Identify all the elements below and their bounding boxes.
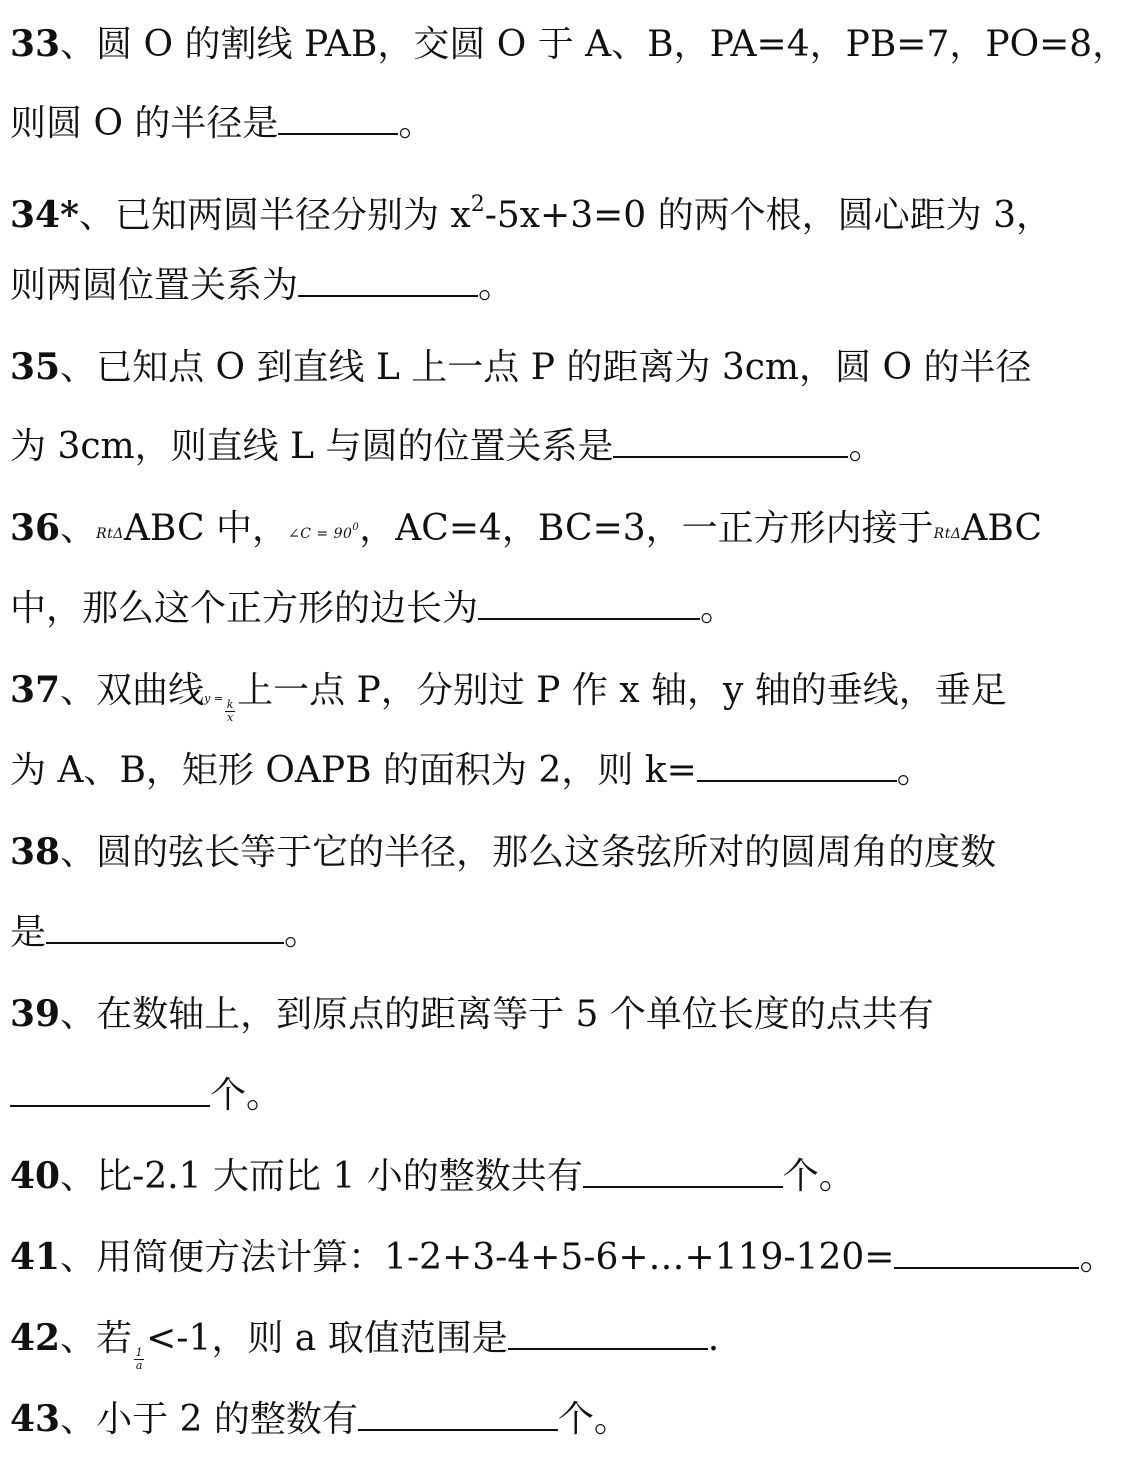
question-text: ABC 中， xyxy=(123,508,289,549)
answer-blank[interactable] xyxy=(508,1310,708,1350)
fraction-denominator: a xyxy=(135,1359,143,1372)
question-text: 上一点 P，分别过 P 作 x 轴，y 轴的垂线，垂足 xyxy=(237,670,1007,711)
question-text: 、已知点 O 到直线 L 上一点 P 的距离为 3cm，圆 O 的半径 xyxy=(60,347,1032,388)
right-triangle-symbol: RtΔ xyxy=(96,526,124,542)
angle-expression: ∠C = 90 xyxy=(288,526,353,542)
question-43-line-1 xyxy=(10,1389,1074,1449)
question-text: 、已知两圆半径分别为 x xyxy=(78,195,471,236)
question-text: 是 xyxy=(10,912,47,953)
question-text: 则两圆位置关系为 xyxy=(10,265,299,306)
question-text: 、 xyxy=(60,508,97,549)
question-38-line-1 xyxy=(10,822,1074,882)
question-text: 、双曲线 xyxy=(60,670,205,711)
question-number: 36 xyxy=(10,507,61,549)
answer-blank[interactable] xyxy=(613,418,848,458)
fraction-denominator: x xyxy=(226,711,234,724)
question-text: 、在数轴上，到原点的距离等于 5 个单位长度的点共有 xyxy=(60,994,934,1035)
answer-blank[interactable] xyxy=(478,580,700,620)
question-text: 、小于 2 的整数有 xyxy=(60,1399,358,1440)
fraction xyxy=(225,699,235,724)
question-text: 中，那么这个正方形的边长为 xyxy=(10,588,479,629)
fraction xyxy=(134,1347,144,1372)
question-41-line-1 xyxy=(10,1227,1116,1287)
answer-blank[interactable] xyxy=(358,1391,558,1431)
question-text: 个。 xyxy=(557,1399,630,1440)
question-text: 为 3cm，则直线 L 与圆的位置关系是 xyxy=(10,426,614,467)
question-36-line-1 xyxy=(10,498,1074,558)
question-text: 。 xyxy=(700,588,737,629)
question-text: 个。 xyxy=(782,1156,855,1197)
question-36-line-2 xyxy=(10,579,1074,639)
question-38-line-2 xyxy=(10,903,1074,963)
question-42-line-1 xyxy=(10,1308,1074,1372)
right-triangle-symbol: RtΔ xyxy=(933,526,962,542)
question-number: 38 xyxy=(10,831,61,873)
answer-blank[interactable] xyxy=(894,1229,1079,1269)
question-text: . xyxy=(707,1318,720,1359)
question-text: 、圆 O 的割线 PAB，交圆 O 于 A、B，PA=4，PB=7，PO=8， xyxy=(60,24,1128,65)
answer-blank[interactable] xyxy=(298,257,478,297)
answer-blank[interactable] xyxy=(697,742,897,782)
question-number: 41 xyxy=(10,1236,61,1278)
question-text: 。 xyxy=(896,750,933,791)
fraction-numerator: k xyxy=(226,698,234,711)
answer-blank[interactable] xyxy=(46,904,284,944)
question-number: 37 xyxy=(10,669,61,711)
question-37-line-1 xyxy=(10,660,1074,724)
question-text: 、圆的弦长等于它的半径，那么这条弦所对的圆周角的度数 xyxy=(60,832,997,873)
question-text: 、若 xyxy=(60,1318,133,1359)
question-39-line-2 xyxy=(10,1066,1074,1126)
question-number: 40 xyxy=(10,1155,61,1197)
formula-lhs: y = xyxy=(204,692,224,705)
degree-superscript: 0 xyxy=(352,522,360,533)
question-text: 。 xyxy=(398,103,435,144)
question-number: 42 xyxy=(10,1317,61,1359)
question-text: 、用简便方法计算：1-2+3-4+5-6+…+119-120= xyxy=(60,1237,895,1278)
answer-blank[interactable] xyxy=(583,1148,783,1188)
answer-blank[interactable] xyxy=(278,95,398,135)
question-number: 34* xyxy=(10,194,79,236)
answer-blank[interactable] xyxy=(10,1067,210,1107)
question-number: 39 xyxy=(10,993,61,1035)
question-37-line-2 xyxy=(10,741,1074,801)
question-number: 43 xyxy=(10,1398,61,1440)
question-text: 。 xyxy=(1079,1237,1116,1278)
fraction-numerator: 1 xyxy=(135,1346,143,1359)
question-34-line-2 xyxy=(10,256,1074,316)
question-34-line-1 xyxy=(10,175,1074,235)
question-40-line-1 xyxy=(10,1146,1074,1206)
question-33-line-1 xyxy=(10,14,1128,74)
question-33-line-2 xyxy=(10,94,1074,154)
question-39-line-1 xyxy=(10,984,1074,1044)
question-number: 33 xyxy=(10,23,61,65)
question-text: -5x+3=0 的两个根，圆心距为 3， xyxy=(484,195,1052,236)
question-text: ABC xyxy=(961,508,1043,549)
question-number: 35 xyxy=(10,346,61,388)
exponent: 2 xyxy=(470,192,485,217)
question-text: ，AC=4，BC=3，一正方形内接于 xyxy=(359,508,934,549)
question-text: <-1，则 a 取值范围是 xyxy=(146,1318,508,1359)
question-text: 。 xyxy=(284,912,321,953)
question-text: 为 A、B，矩形 OAPB 的面积为 2，则 k= xyxy=(10,750,697,791)
question-text: 个。 xyxy=(210,1075,283,1116)
question-35-line-2 xyxy=(10,417,1074,477)
question-text: 。 xyxy=(478,265,515,306)
question-text: 。 xyxy=(848,426,885,467)
question-35-line-1 xyxy=(10,337,1074,397)
question-text: 则圆 O 的半径是 xyxy=(10,103,279,144)
question-text: 、比-2.1 大而比 1 小的整数共有 xyxy=(60,1156,583,1197)
